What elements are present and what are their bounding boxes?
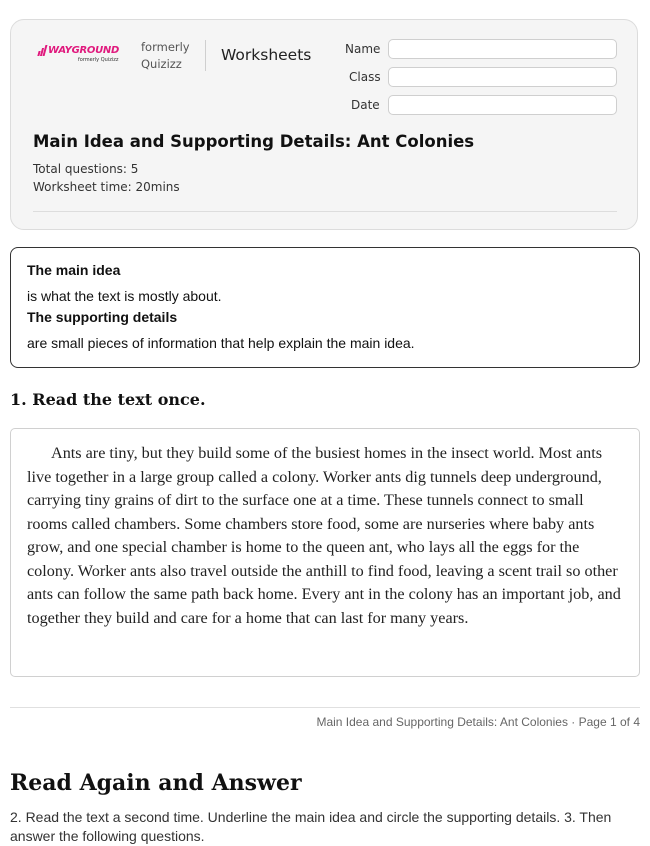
supporting-details-definition: are small pieces of information that help explain the main idea. bbox=[27, 335, 415, 351]
section-title: Read Again and Answer bbox=[10, 770, 302, 796]
header-divider bbox=[205, 40, 206, 71]
worksheet-time: Worksheet time: 20mins bbox=[33, 180, 180, 194]
section-instructions: 2. Read the text a second time. Underline the main idea and circle the supporting details. 3. Then answer the following questions. bbox=[10, 809, 612, 844]
logo-subtext: formerly Quizizz bbox=[78, 57, 119, 63]
wayground-logo bbox=[38, 45, 126, 63]
total-questions: Total questions: 5 bbox=[33, 162, 139, 176]
passage-text: Ants are tiny, but they build some of the busiest homes in the insect world. Most ants live together in a large group called a colony. Worker ants dig tunnels deep underground, carrying tiny grains of dirt to the surface one at a time. These tunnels connect to small rooms called chambers. Some chambers store food, some are nurseries where baby ants grow, and one special chamber is home to the queen ant, who lays all the eggs for the colony. Worker ants also travel outside the anthill to find food, leaving a scent trail so other ants can follow the same path back home. Every ant in the colony has an important job, and together they build and care for a home that can last for many years. bbox=[27, 444, 621, 627]
logo-bars-icon bbox=[38, 45, 46, 56]
definitions-box bbox=[10, 247, 640, 368]
passage-box bbox=[10, 428, 640, 677]
formerly-line-2: Quizizz bbox=[141, 57, 182, 71]
class-label: Class bbox=[349, 70, 381, 84]
name-label: Name bbox=[345, 42, 381, 56]
formerly-line-1: formerly bbox=[141, 40, 190, 54]
header-rule bbox=[33, 211, 617, 212]
date-label: Date bbox=[351, 98, 380, 112]
worksheet-title: Main Idea and Supporting Details: Ant Colonies bbox=[33, 132, 475, 151]
logo-wordmark: WAYGROUND bbox=[48, 45, 120, 56]
worksheet-header-card bbox=[10, 19, 638, 230]
main-idea-term: The main idea bbox=[27, 262, 121, 278]
worksheets-title: Worksheets bbox=[221, 46, 312, 64]
date-field[interactable] bbox=[388, 95, 617, 115]
class-field[interactable] bbox=[388, 67, 617, 87]
page-footer: Main Idea and Supporting Details: Ant Colonies · Page 1 of 4 bbox=[316, 715, 640, 729]
question-1-prompt: 1. Read the text once. bbox=[10, 390, 206, 409]
formerly-quizizz-note bbox=[141, 39, 190, 73]
footer-rule bbox=[10, 707, 640, 708]
main-idea-definition: is what the text is mostly about. bbox=[27, 288, 222, 304]
supporting-details-term: The supporting details bbox=[27, 309, 178, 325]
name-field[interactable] bbox=[388, 39, 617, 59]
